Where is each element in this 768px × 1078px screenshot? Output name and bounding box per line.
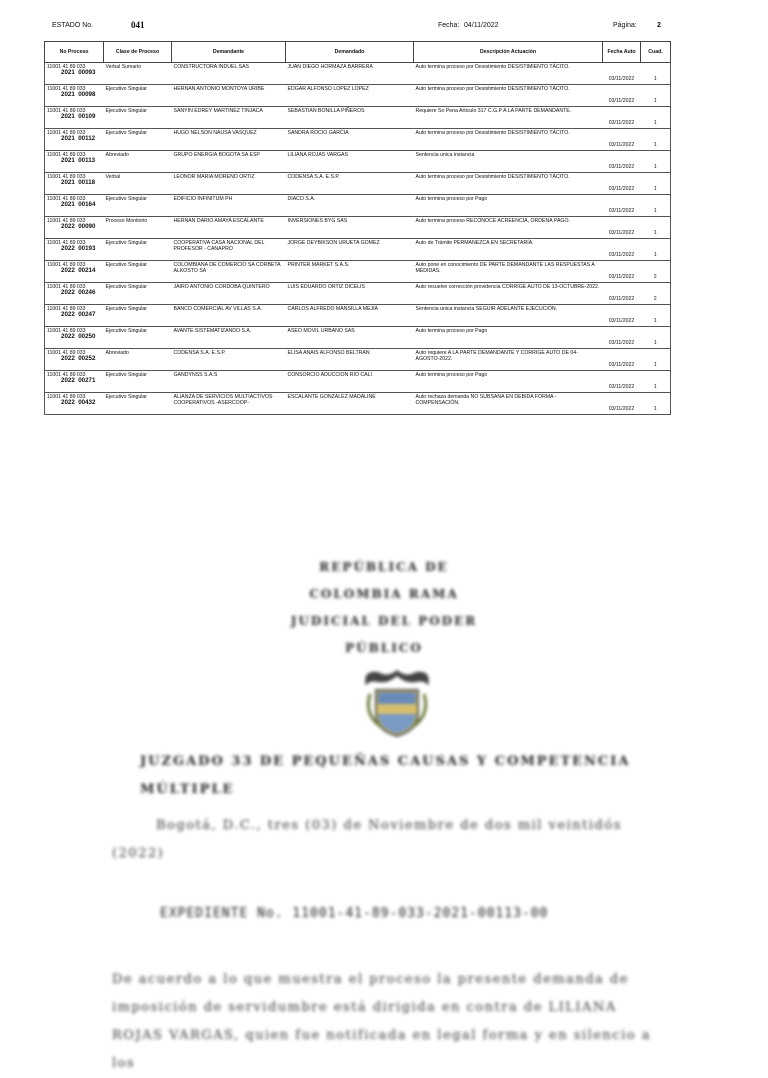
fecha-auto-cell: 03/11/2022 (603, 283, 641, 305)
proceso-num: 00090 (78, 223, 96, 230)
demandado-cell: EDGAR ALFONSO LOPEZ LOPEZ (286, 85, 414, 107)
demandado-cell: CODENSA S.A. E.S.P. (286, 173, 414, 195)
fecha-auto-cell: 03/11/2022 (603, 349, 641, 371)
proceso-prefix: 11001 41 89 033 (47, 240, 86, 246)
demandante-cell: CODENSA S.A. E.S.P. (172, 349, 286, 371)
demandante-cell: GRUPO ENERGIA BOGOTA SA ESP (172, 151, 286, 173)
no-proceso-cell (45, 327, 104, 349)
proceso-year: 2022 (61, 377, 75, 384)
clase-cell: Ejecutivo Singular (104, 129, 172, 151)
proceso-prefix: 11001 41 89 033 (47, 152, 86, 158)
fecha-auto-cell: 03/11/2022 (603, 195, 641, 217)
cuad-cell: 1 (641, 305, 671, 327)
proceso-year-number (47, 378, 102, 384)
cuad-cell: 1 (641, 371, 671, 393)
table-row (45, 371, 671, 393)
clase-cell: Proceso Monitorio (104, 217, 172, 239)
proceso-prefix: 11001 41 89 033 (47, 328, 86, 334)
proceso-prefix: 11001 41 89 033 (47, 350, 86, 356)
proceso-year-number (47, 158, 102, 164)
clase-cell: Ejecutivo Singular (104, 107, 172, 129)
fecha-auto-cell: 03/11/2022 (603, 85, 641, 107)
demandante-cell: HUGO NELSON NAUSA VASQUEZ (172, 129, 286, 151)
cuad-cell: 1 (641, 173, 671, 195)
col-cuad: Cuad. (641, 42, 671, 63)
proceso-num: 00164 (78, 201, 96, 208)
clase-cell: Ejecutivo Singular (104, 195, 172, 217)
table-row (45, 283, 671, 305)
demandante-cell: CONSTRUCTORA INDUEL SAS (172, 63, 286, 85)
proceso-year: 2022 (61, 289, 75, 296)
proceso-num: 00112 (78, 135, 96, 142)
fecha-auto-cell: 03/11/2022 (603, 217, 641, 239)
fecha-auto-cell: 03/11/2022 (603, 327, 641, 349)
no-proceso-cell (45, 371, 104, 393)
no-proceso-cell (45, 393, 104, 415)
fecha-auto-cell: 03/11/2022 (603, 173, 641, 195)
fecha-auto-cell: 03/11/2022 (603, 239, 641, 261)
clase-cell: Abreviado (104, 151, 172, 173)
proceso-num: 00109 (78, 113, 96, 120)
republica-line: PÚBLICO (345, 641, 423, 655)
demandado-cell: INVERSIONES BYG SAS (286, 217, 414, 239)
demandante-cell: COOPERATIVA CASA NACIONAL DEL PROFESOR - CANAPRO (172, 239, 286, 261)
republica-line: REPÚBLICA DE (319, 560, 449, 574)
proceso-num: 00098 (78, 91, 96, 98)
demandado-cell: JUAN DIEGO HORMAZA BARRERA (286, 63, 414, 85)
cuad-cell: 1 (641, 63, 671, 85)
proceso-prefix: 11001 41 89 033 (47, 394, 86, 400)
demandado-cell: SEBASTIAN BONILLA PIÑEROS (286, 107, 414, 129)
col-demandado: Demandado (286, 42, 414, 63)
col-no-proceso: No Proceso (45, 42, 104, 63)
proceso-year: 2022 (61, 355, 75, 362)
demandante-cell: EDIFICIO INFINITUM PH (172, 195, 286, 217)
fecha-auto-cell: 03/11/2022 (603, 129, 641, 151)
demandado-cell: ESCALANTE GONZALEZ MADALINE (286, 393, 414, 415)
cuad-cell: 1 (641, 151, 671, 173)
proceso-prefix: 11001 41 89 033 (47, 174, 86, 180)
proceso-prefix: 11001 41 89 033 (47, 372, 86, 378)
proceso-prefix: 11001 41 89 033 (47, 108, 86, 114)
demandado-cell: ELISA ANAIS ALFONSO BELTRAN (286, 349, 414, 371)
proceso-year: 2022 (61, 245, 75, 252)
proceso-prefix: 11001 41 89 033 (47, 306, 86, 312)
demandado-cell: CONSORCIO ADUCCION RIO CALI (286, 371, 414, 393)
no-proceso-cell (45, 305, 104, 327)
fecha-auto-cell: 03/11/2022 (603, 371, 641, 393)
proceso-prefix: 11001 41 89 033 (47, 262, 86, 268)
estado-header (0, 18, 768, 38)
cuad-cell: 2 (641, 283, 671, 305)
fecha-texto: Bogotá, D.C., tres (03) de Noviembre de dos mil veintidós (2022) (112, 818, 622, 861)
proceso-year: 2021 (61, 179, 75, 186)
table-row (45, 107, 671, 129)
demandado-cell: LUIS EDUARDO ORTIZ DICELIS (286, 283, 414, 305)
proceso-year: 2022 (61, 267, 75, 274)
actuacion-cell: Requiere So Pena Articulo 317 C.G.P A LA PARTE DEMANDANTE. (414, 107, 603, 129)
actuacion-cell: Auto termina proceso RECONOCE ACREENCIA, ORDENA PAGO. (414, 217, 603, 239)
proceso-num: 00113 (78, 157, 96, 164)
expediente-number: EXPEDIENTE No. 11001-41-89-033-2021-00113-00 (160, 906, 549, 921)
proceso-year-number (47, 246, 102, 252)
demandante-cell: COLOMBIANA DE COMERCIO SA CORBETA ALKOSTO SA (172, 261, 286, 283)
fecha-auto-cell: 03/11/2022 (603, 107, 641, 129)
proceso-year: 2021 (61, 113, 75, 120)
estado-table (44, 41, 671, 415)
clase-cell: Verbal (104, 173, 172, 195)
cuad-cell: 1 (641, 217, 671, 239)
table-row (45, 239, 671, 261)
proceso-year-number (47, 114, 102, 120)
proceso-year-number (47, 224, 102, 230)
republica-line: COLOMBIA RAMA (309, 587, 459, 601)
cuad-cell: 1 (641, 327, 671, 349)
clase-cell: Ejecutivo Singular (104, 239, 172, 261)
proceso-num: 00252 (78, 355, 96, 362)
table-row (45, 305, 671, 327)
demandado-cell: ASEO MOVIL URBANO SAS (286, 327, 414, 349)
proceso-year: 2022 (61, 311, 75, 318)
proceso-year-number (47, 180, 102, 186)
clase-cell: Abreviado (104, 349, 172, 371)
actuacion-cell: Auto termina proceso por Pago (414, 327, 603, 349)
actuacion-cell: Auto requiere A LA PARTE DEMANDANTE Y CORRIGE AUTO DE 04-AGOSTO-2022. (414, 349, 603, 371)
no-proceso-cell (45, 129, 104, 151)
proceso-year-number (47, 268, 102, 274)
proceso-prefix: 11001 41 89 033 (47, 284, 86, 290)
fecha-auto-cell: 03/11/2022 (603, 393, 641, 415)
cuad-cell: 2 (641, 261, 671, 283)
fecha-auto-cell: 03/11/2022 (603, 305, 641, 327)
proceso-year-number (47, 92, 102, 98)
no-proceso-cell (45, 85, 104, 107)
clase-cell: Ejecutivo Singular (104, 261, 172, 283)
actuacion-cell: Auto termina proceso por Desistimiento DESISTIMIENTO TÁCITO. (414, 173, 603, 195)
actuacion-cell: Sentencia unica instancia (414, 151, 603, 173)
fecha-auto-cell: 03/11/2022 (603, 63, 641, 85)
cuad-cell: 1 (641, 129, 671, 151)
table-row (45, 349, 671, 371)
table-body (45, 63, 671, 415)
col-fecha-auto: Fecha Auto (603, 42, 641, 63)
proceso-year: 2021 (61, 135, 75, 142)
demandante-cell: AVANTE SISTEMATIZANDO S.A. (172, 327, 286, 349)
clase-cell: Ejecutivo Singular (104, 327, 172, 349)
body-paragraph: De acuerdo a lo que muestra el proceso la presente demanda de imposición de servidumbre está dirigida en contra de LILIANA ROJAS VARGAS, quien fue notificada en legal forma y en silencio a los (112, 972, 651, 1071)
demandado-cell: JORGE DEYBIKSON URUETA GOMEZ (286, 239, 414, 261)
proceso-num: 00193 (78, 245, 96, 252)
demandante-cell: BANCO COMERCIAL AV VILLAS S.A. (172, 305, 286, 327)
table-row (45, 173, 671, 195)
proceso-prefix: 11001 41 89 033 (47, 86, 86, 92)
table-row (45, 217, 671, 239)
table-row (45, 85, 671, 107)
proceso-year-number (47, 334, 102, 340)
clase-cell: Ejecutivo Singular (104, 283, 172, 305)
demandado-cell: SANDRA ROCIO GARCIA (286, 129, 414, 151)
proceso-year-number (47, 202, 102, 208)
table-row (45, 129, 671, 151)
proceso-year-number (47, 70, 102, 76)
actuacion-cell: Auto rechaza demanda NO SUBSANA EN DEBIDA FORMA - COMPENSACIÓN. (414, 393, 603, 415)
no-proceso-cell (45, 261, 104, 283)
no-proceso-cell (45, 283, 104, 305)
proceso-prefix: 11001 41 89 033 (47, 196, 86, 202)
table-row (45, 327, 671, 349)
proceso-year-number (47, 400, 102, 406)
estado-label: ESTADO No. (52, 22, 94, 29)
estado-number: 041 (131, 20, 145, 30)
col-demandante: Demandante (172, 42, 286, 63)
actuacion-cell: Auto termina proceso por Desistimiento DESISTIMIENTO TÁCITO. (414, 85, 603, 107)
cuad-cell: 1 (641, 195, 671, 217)
proceso-prefix: 11001 41 89 033 (47, 218, 86, 224)
proceso-prefix: 11001 41 89 033 (47, 64, 86, 70)
proceso-year: 2022 (61, 399, 75, 406)
actuacion-cell: Auto termina proceso por Desistimiento DESISTIMIENTO TÁCITO. (414, 129, 603, 151)
demandante-cell: HERNAN ANTONIO MONTOYA URIBE (172, 85, 286, 107)
demandante-cell: LEONOR MARIA MORENO ORTIZ (172, 173, 286, 195)
fecha-auto-cell: 03/11/2022 (603, 151, 641, 173)
proceso-num: 00432 (78, 399, 96, 406)
actuacion-cell: Auto pone en conocimiento DE PARTE DEMANDANTE LAS RESPUESTAS A MEDIDAS. (414, 261, 603, 283)
cuad-cell: 1 (641, 239, 671, 261)
table-header-row (45, 42, 671, 63)
no-proceso-cell (45, 151, 104, 173)
col-actuacion: Descripción Actuación (414, 42, 603, 63)
demandado-cell: LILIANA ROJAS VARGAS (286, 151, 414, 173)
demandado-cell: CARLOS ALFREDO MANSILLA MEJIA (286, 305, 414, 327)
fecha-auto-cell: 03/11/2022 (603, 261, 641, 283)
cuad-cell: 1 (641, 393, 671, 415)
proceso-num: 00118 (78, 179, 96, 186)
pagina-value: 2 (657, 22, 661, 29)
actuacion-cell: Auto termina proceso por Pago (414, 195, 603, 217)
demandante-cell: JAIRO ANTONIO CORDOBA QUINTERO (172, 283, 286, 305)
actuacion-cell: Auto termina proceso por Desistimiento DESISTIMIENTO TÁCITO. (414, 63, 603, 85)
demandante-cell: SANYIN EDREY MARTINEZ TINJACA (172, 107, 286, 129)
no-proceso-cell (45, 349, 104, 371)
demandante-cell: GANDYNSS S.A.S (172, 371, 286, 393)
table-row (45, 151, 671, 173)
proceso-year: 2021 (61, 201, 75, 208)
proceso-num: 00246 (78, 289, 96, 296)
demandante-cell: HERNAN DARIO AMAYA ESCALANTE (172, 217, 286, 239)
proceso-num: 00247 (78, 311, 96, 318)
table-row (45, 195, 671, 217)
actuacion-cell: Auto termina proceso por Pago (414, 371, 603, 393)
proceso-year-number (47, 290, 102, 296)
clase-cell: Ejecutivo Singular (104, 393, 172, 415)
proceso-year: 2022 (61, 223, 75, 230)
proceso-num: 00214 (78, 267, 96, 274)
proceso-year: 2022 (61, 333, 75, 340)
proceso-year-number (47, 312, 102, 318)
cuad-cell: 1 (641, 349, 671, 371)
clase-cell: Ejecutivo Singular (104, 85, 172, 107)
demandado-cell: DIACO S.A. (286, 195, 414, 217)
table-row (45, 63, 671, 85)
clase-cell: Ejecutivo Singular (104, 371, 172, 393)
demandado-cell: PRINTER MARKET S.A.S. (286, 261, 414, 283)
proceso-year: 2021 (61, 91, 75, 98)
table-row (45, 393, 671, 415)
actuacion-cell: Sentencia unica instancia SEGUIR ADELANTE EJECUCIÓN. (414, 305, 603, 327)
juzgado-title: JUZGADO 33 DE PEQUEÑAS CAUSAS Y COMPETENCIA MÚLTIPLE (140, 754, 631, 797)
proceso-year: 2021 (61, 69, 75, 76)
clase-cell: Verbal Sumario (104, 63, 172, 85)
proceso-year: 2021 (61, 157, 75, 164)
no-proceso-cell (45, 173, 104, 195)
actuacion-cell: Auto de Trámite PERMANEZCA EN SECRETARÍA. (414, 239, 603, 261)
proceso-num: 00271 (78, 377, 96, 384)
proceso-num: 00250 (78, 333, 96, 340)
fecha-label: Fecha: (438, 22, 460, 29)
cuad-cell: 1 (641, 85, 671, 107)
fecha-value: 04/11/2022 (464, 22, 499, 29)
clase-cell: Ejecutivo Singular (104, 305, 172, 327)
colombia-seal-icon (360, 664, 434, 740)
proceso-year-number (47, 356, 102, 362)
no-proceso-cell (45, 195, 104, 217)
proceso-year-number (47, 136, 102, 142)
actuacion-cell: Auto resuelve corrección providencia CORRIGE AUTO DE 13-OCTUBRE-2022. (414, 283, 603, 305)
cuad-cell: 1 (641, 107, 671, 129)
no-proceso-cell (45, 239, 104, 261)
no-proceso-cell (45, 217, 104, 239)
pagina-label: Página: (613, 22, 637, 29)
proceso-num: 00093 (78, 69, 96, 76)
table-row (45, 261, 671, 283)
no-proceso-cell (45, 107, 104, 129)
demandante-cell: ALIANZA DE SERVICIOS MULTIACTIVOS COOPERATIVOS -ASERCOOP- (172, 393, 286, 415)
col-clase: Clase de Proceso (104, 42, 172, 63)
republica-line: JUDICIAL DEL PODER (290, 614, 478, 628)
proceso-prefix: 11001 41 89 033 (47, 130, 86, 136)
no-proceso-cell (45, 63, 104, 85)
